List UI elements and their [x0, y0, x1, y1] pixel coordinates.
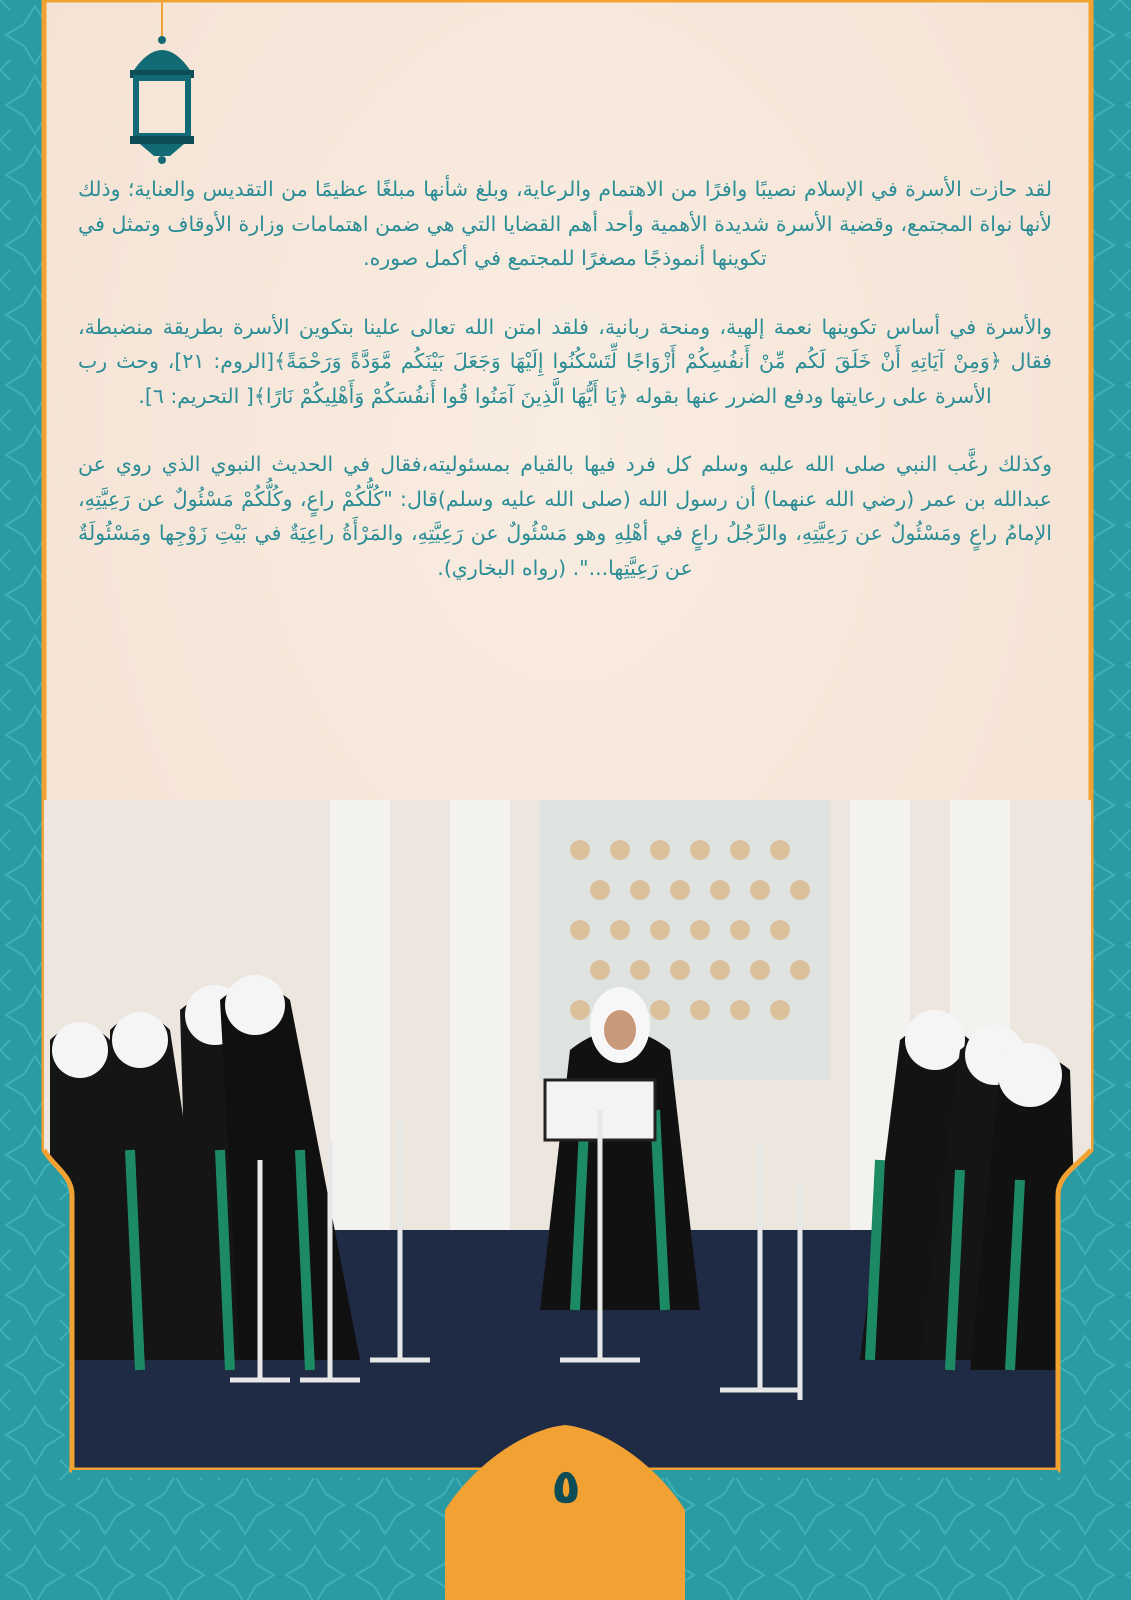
paragraph-prophet-hadith: وكذلك رغَّب النبي صلى الله عليه وسلم كل فرد فيها بالقيام بمسئوليته،فقال في الحديث النبوي الذي روي عن عبدالله بن عمر (رضي الله عنهما) أن رسول الله (صلى الله عليه وسلم)قال: "كُلُّكُمْ راعٍ، وكُلُّكُمْ مَسْئُولٌ عن رَعِيَّتِهِ، الإمامُ راعٍ ومَسْئُولٌ عن رَعِيَّتِهِ، والرَّجُلُ راعٍ في أهْلِهِ وهو مَسْئُولٌ عن رَعِيَّتِهِ، والمَرْأَةُ راعِيَةٌ في بَيْتِ زَوْجِها ومَسْئُولَةٌ عن رَعِيَّتِها...". (رواه البخاري). — [78, 452, 1052, 580]
lantern-icon — [122, 0, 202, 165]
paragraph-family-blessing: والأسرة في أساس تكوينها نعمة إلهية، ومنحة ربانية، فلقد امتن الله تعالى علينا بتكوين الأسرة بطريقة منضبطة، فقال ﴿وَمِنْ آيَاتِهِ أَنْ خَلَقَ لَكُم مِّنْ أَنفُسِكُمْ أَزْوَاجًا لِّتَسْكُنُوا إِلَيْهَا وَجَعَلَ بَيْنَكُم مَّوَدَّةً وَرَحْمَةً﴾[الروم: ٢١]، وحث رب الأسرة على رعايتها ودفع الضرر عنها بقوله ﴿يَا أَيُّهَا الَّذِينَ آمَنُوا قُوا أَنفُسَكُمْ وَأَهْلِيكُمْ نَارًا﴾[ التحريم: ٦]. — [78, 314, 1052, 408]
paragraph-family-status: لقد حازت الأسرة في الإسلام نصيبًا وافرًا من الاهتمام والرعاية، وبلغ شأنها مبلغًا عظيمًا من التقديس والعناية؛ وذلك لأنها نواة المجتمع، وقضية الأسرة شديدة الأهمية وأحد أهم القضايا التي هي ضمن اهتمامات وزارة الأوقاف وتمثل في تكوينها أنموذجًا مصغرًا للمجتمع في أكمل صوره. — [78, 177, 1052, 270]
page-number: ٥ — [551, 1459, 581, 1515]
article-body — [78, 172, 1052, 619]
